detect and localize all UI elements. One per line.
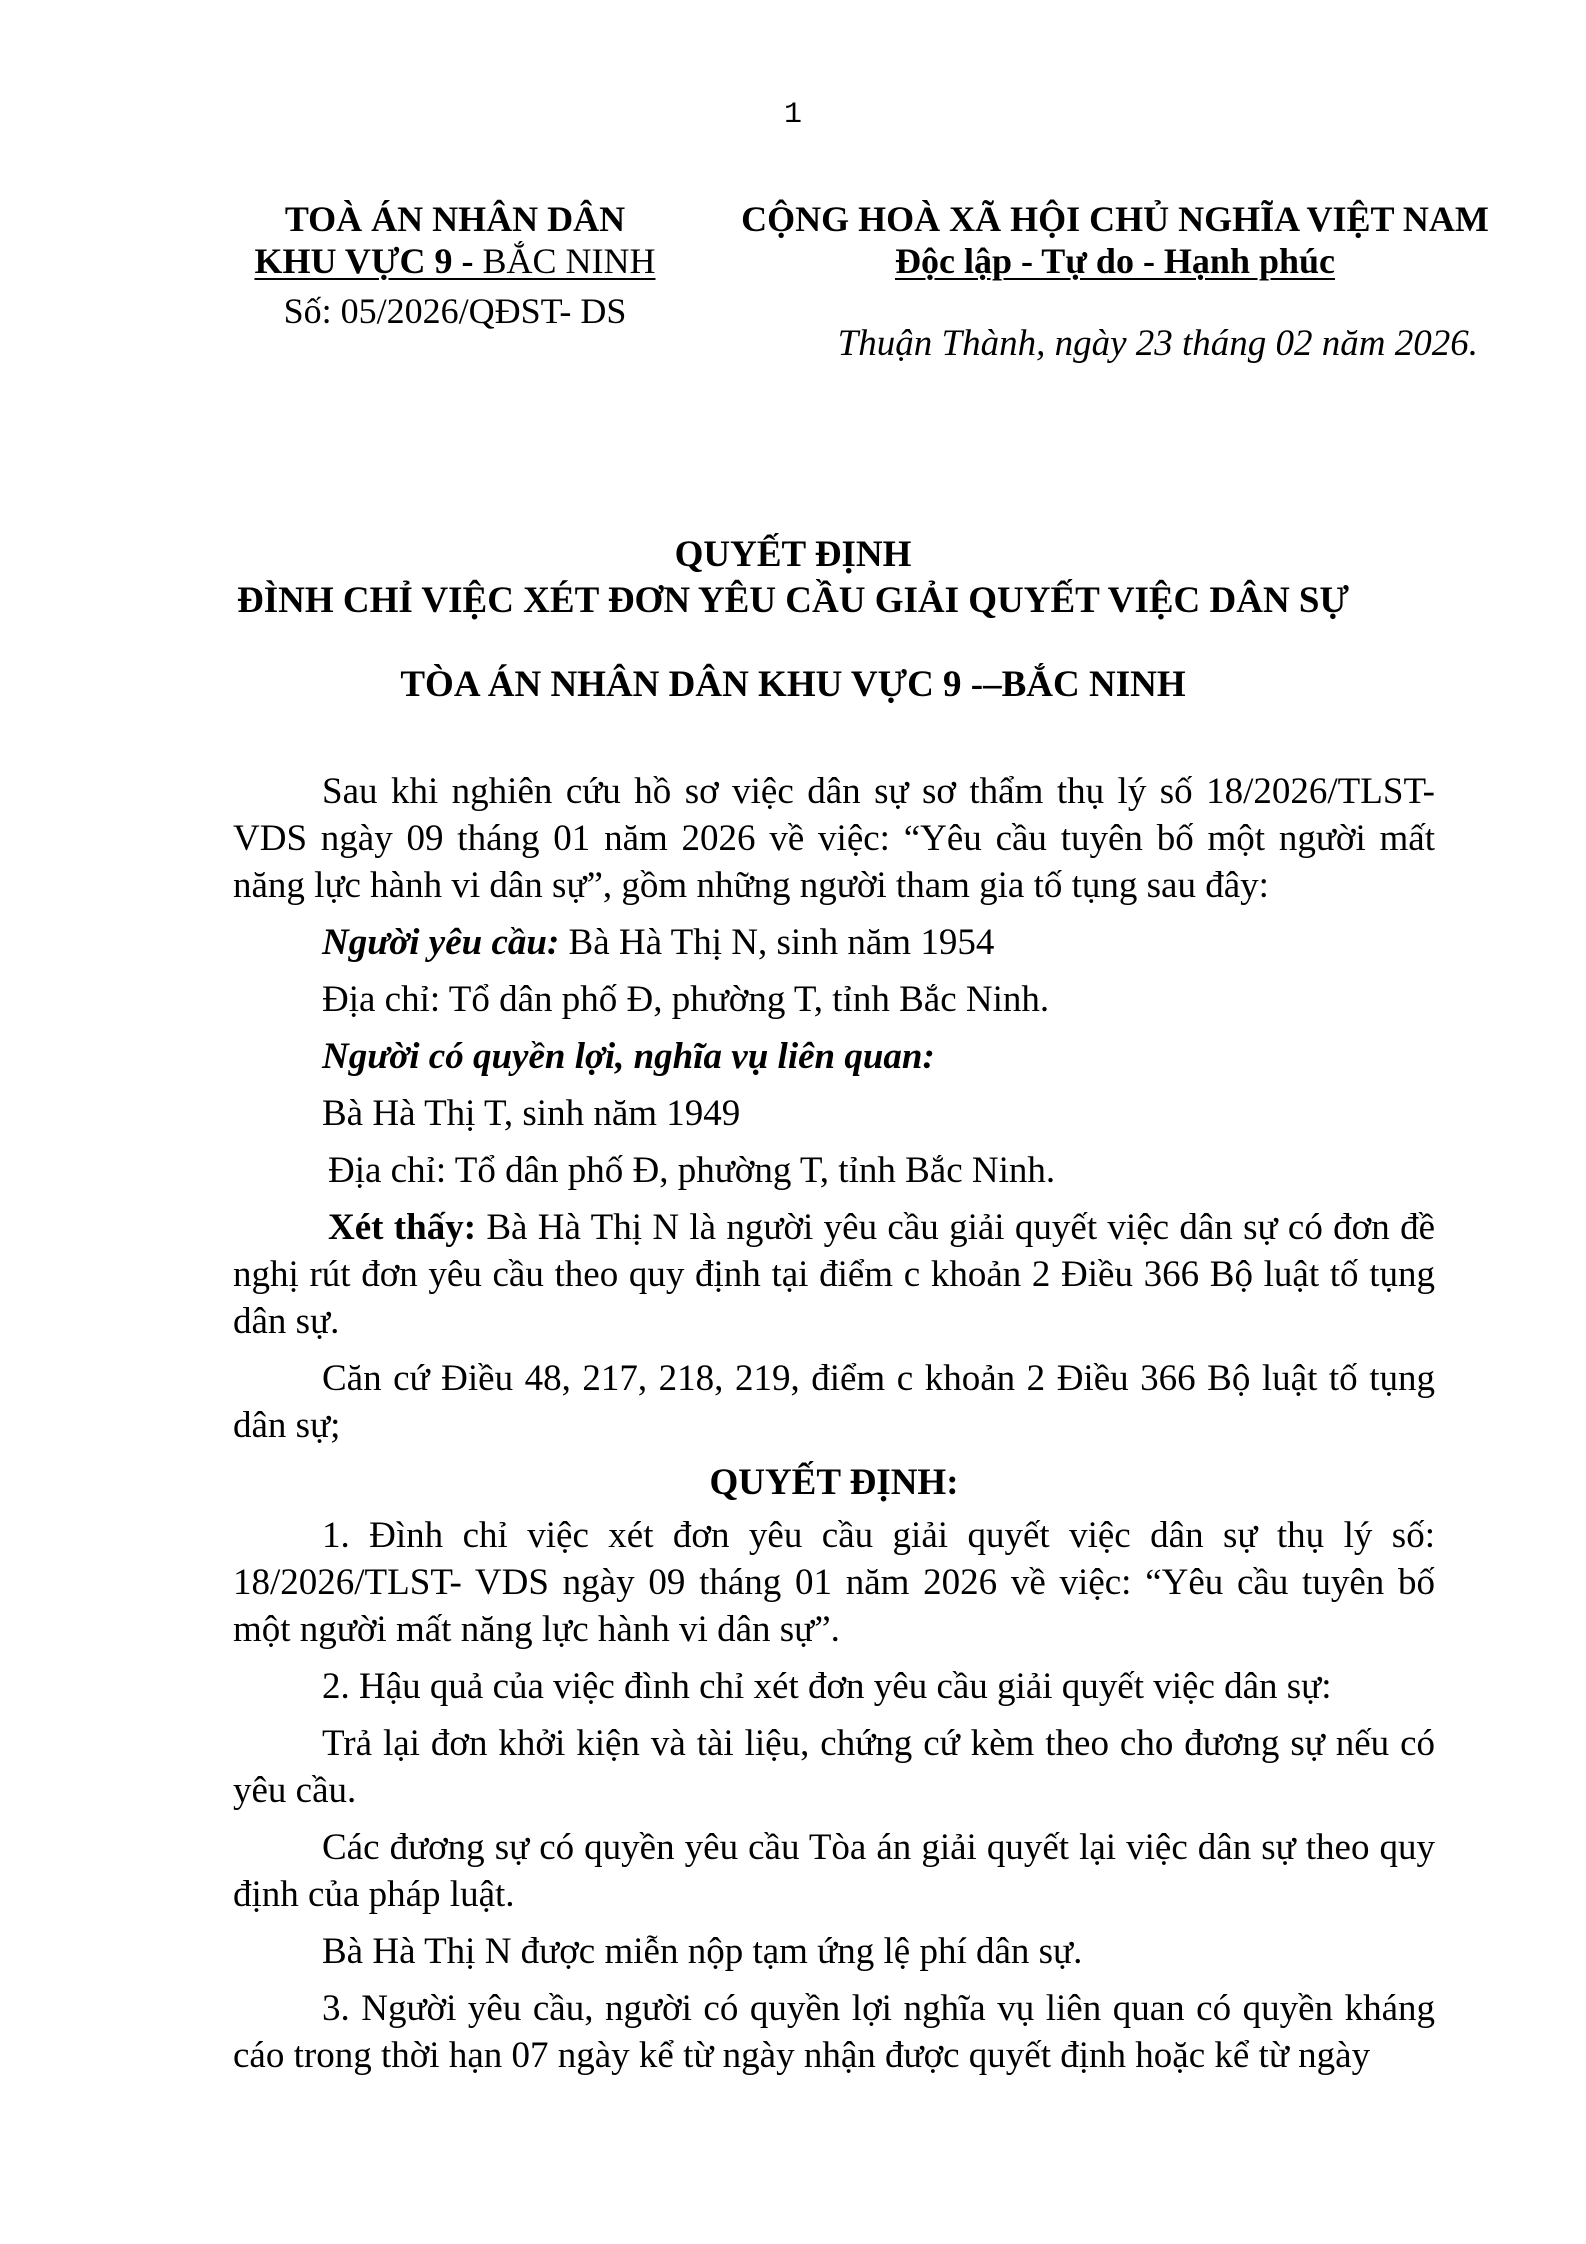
decision-item-2b: Các đương sự có quyền yêu cầu Tòa án giải quyết lại việc dân sự theo quy định của pháp luật. (233, 1827, 1435, 1915)
requester-value: Bà Hà Thị N, sinh năm 1954 (559, 922, 995, 963)
related-person: Bà Hà Thị T, sinh năm 1949 (322, 1093, 741, 1134)
document-body (233, 768, 1435, 2089)
document-date: Thuận Thành, ngày 23 tháng 02 năm 2026. (837, 323, 1478, 364)
court-region-bold: KHU VỰC 9 - (254, 241, 483, 281)
related-label: Người có quyền lợi, nghĩa vụ liên quan: (322, 1036, 935, 1077)
page-number: 1 (783, 98, 802, 132)
finding-label: Xét thấy: (328, 1207, 477, 1248)
decision-item-3: 3. Người yêu cầu, người có quyền lợi nghĩa vụ liên quan có quyền kháng cáo trong thời hạn 07 ngày kể từ ngày nhận được quyết định hoặc kể từ ngày (233, 1988, 1435, 2076)
decision-heading: QUYẾT ĐỊNH: (709, 1462, 959, 1503)
related-address: Địa chỉ: Tổ dân phố Đ, phường T, tỉnh Bắc Ninh. (328, 1150, 1056, 1191)
requester-address: Địa chỉ: Tổ dân phố Đ, phường T, tỉnh Bắc Ninh. (322, 979, 1050, 1020)
national-motto (720, 240, 1510, 282)
decision-item-2: 2. Hậu quả của việc đình chỉ xét đơn yêu cầu giải quyết việc dân sự: (322, 1666, 1332, 1707)
national-title: CỘNG HOÀ XÃ HỘI CHỦ NGHĨA VIỆT NAM (741, 199, 1489, 239)
intro-paragraph: Sau khi nghiên cứu hồ sơ việc dân sự sơ thẩm thụ lý số 18/2026/TLST-VDS ngày 09 tháng 01 năm 2026 về việc: “Yêu cầu tuyên bố một người mất năng lực hành vi dân sự”, gồm những người tham gia tố tụng sau đây: (233, 771, 1435, 906)
decision-item-2c: Bà Hà Thị N được miễn nộp tạm ứng lệ phí dân sự. (322, 1931, 1083, 1972)
requester-paragraph (233, 919, 1435, 966)
legal-basis: Căn cứ Điều 48, 217, 218, 219, điểm c khoản 2 Điều 366 Bộ luật tố tụng dân sự; (233, 1358, 1435, 1446)
court-region-province: BẮC NINH (482, 241, 656, 281)
finding-text: Bà Hà Thị N là người yêu cầu giải quyết việc dân sự có đơn đề nghị rút đơn yêu cầu theo quy định tại điểm c khoản 2 Điều 366 Bộ luật tố tụng dân sự. (233, 1207, 1436, 1342)
decision-item-1: 1. Đình chỉ việc xét đơn yêu cầu giải quyết việc dân sự thụ lý số: 18/2026/TLST- VDS ngày 09 tháng 01 năm 2026 về việc: “Yêu cầu tuyên bố một người mất năng lực hành vi dân sự”. (233, 1515, 1435, 1650)
document-title: QUYẾT ĐỊNH (674, 534, 912, 575)
court-region (230, 240, 680, 282)
court-name: TOÀ ÁN NHÂN DÂN (284, 199, 626, 239)
national-motto-text: Độc lập - Tự do - Hạnh phúc (894, 241, 1336, 281)
decision-item-2a: Trả lại đơn khởi kiện và tài liệu, chứng cứ kèm theo cho đương sự nếu có yêu cầu. (233, 1723, 1435, 1811)
finding-paragraph (233, 1204, 1435, 1345)
requester-label: Người yêu cầu: (322, 922, 560, 963)
document-subtitle: ĐÌNH CHỈ VIỆC XÉT ĐƠN YÊU CẦU GIẢI QUYẾT VIỆC DÂN SỰ (237, 580, 1349, 621)
related-paragraph (233, 1033, 1435, 1080)
issuing-court: TÒA ÁN NHÂN DÂN KHU VỰC 9 -–BẮC NINH (400, 664, 1186, 705)
decision-number: Số: 05/2026/QĐST- DS (283, 291, 627, 331)
